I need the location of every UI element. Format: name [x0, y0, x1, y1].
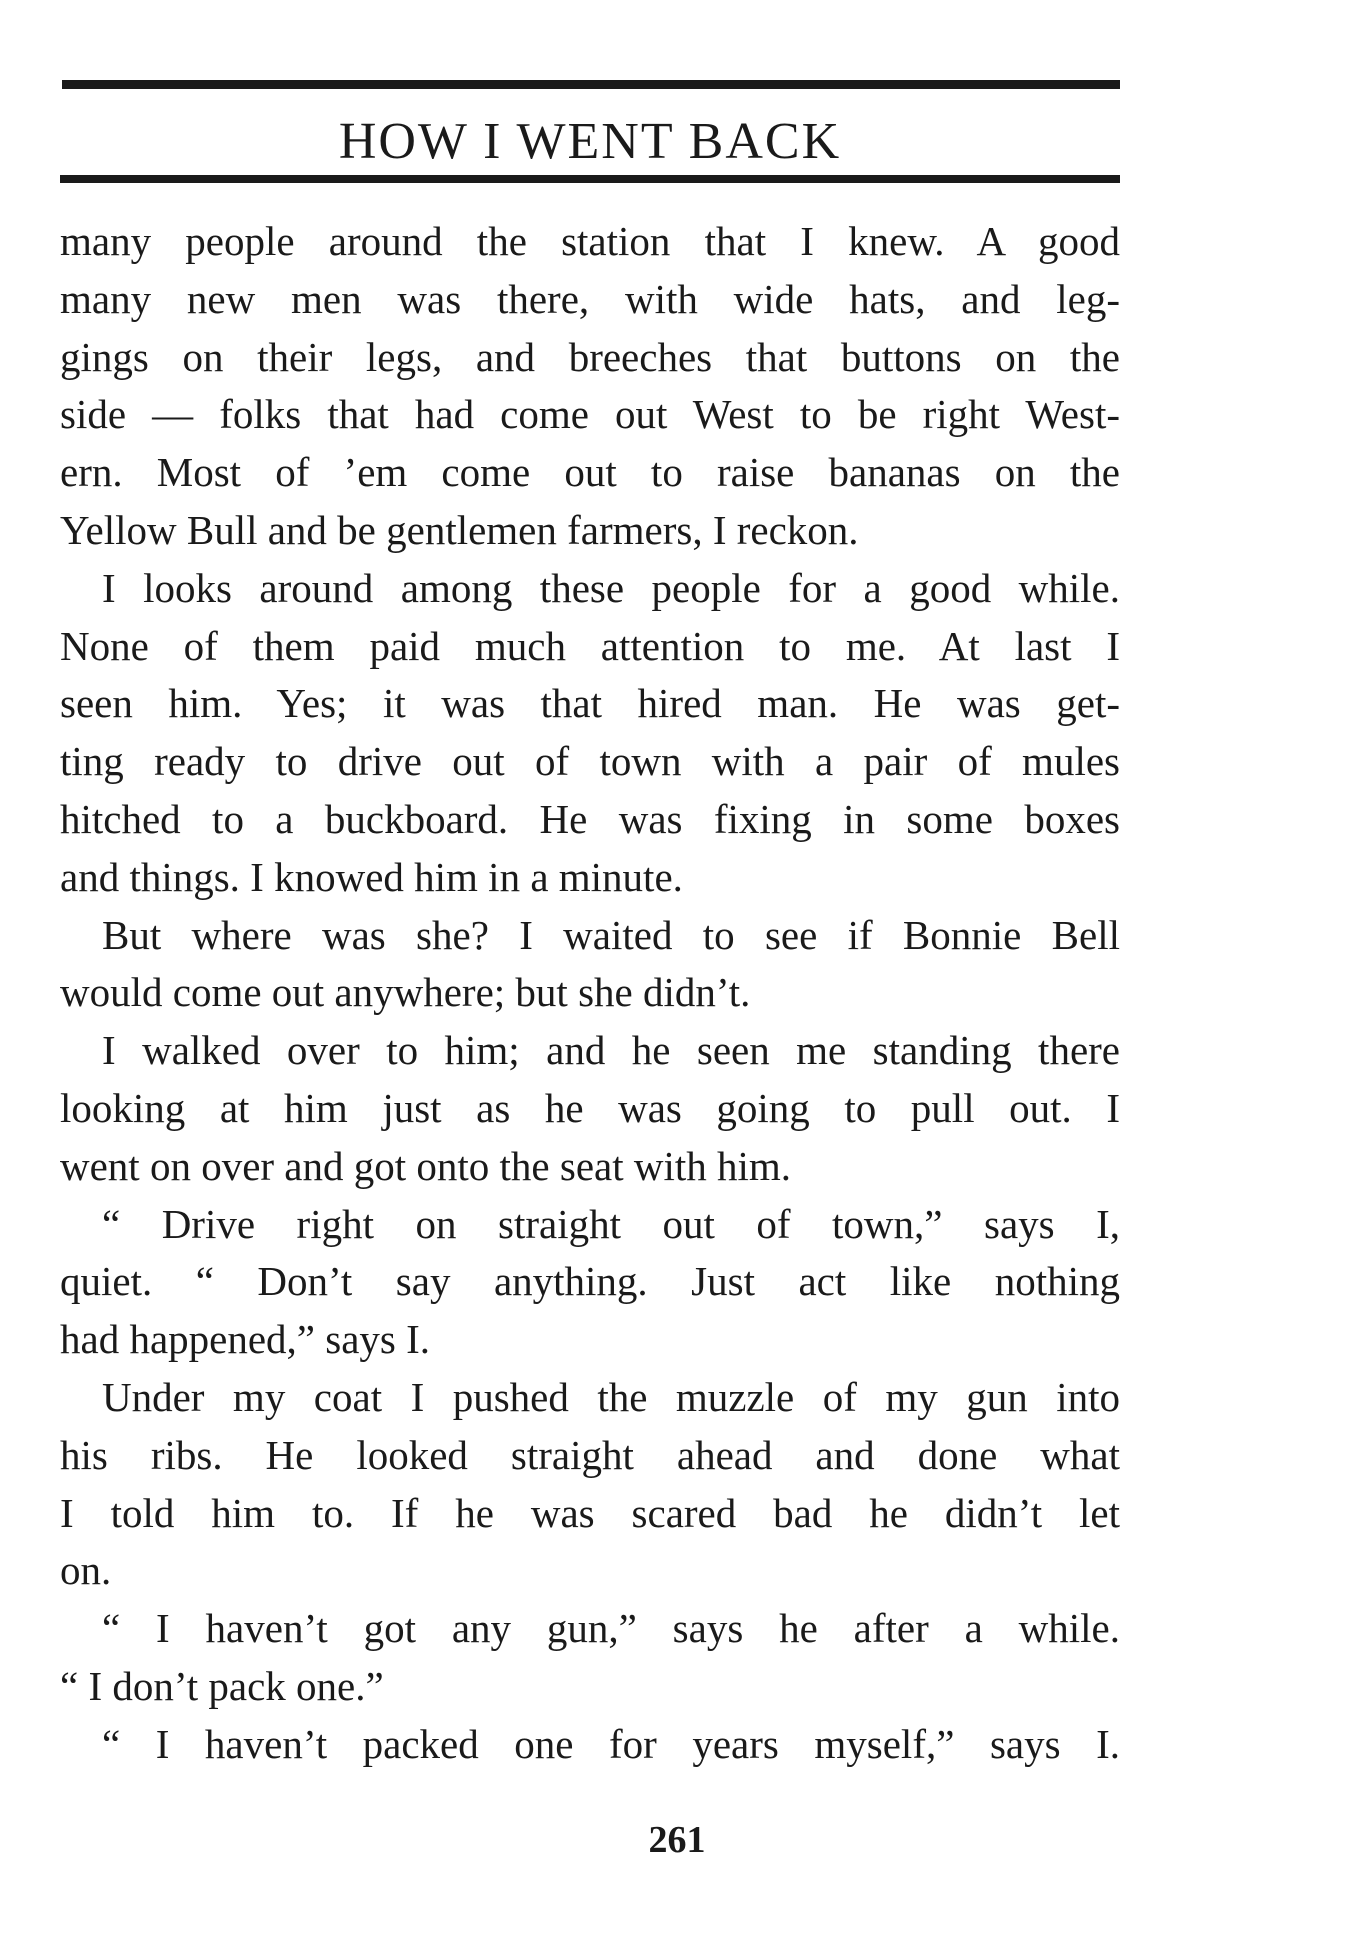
paragraph — [60, 560, 1120, 907]
paragraph — [60, 1600, 1120, 1716]
paragraph — [60, 1716, 1120, 1774]
text-line: many people around the station that I knew. A good — [60, 218, 1120, 264]
header-rule-top — [62, 80, 1120, 89]
text-line: quiet. “ Don’t say anything. Just act like nothing — [60, 1258, 1120, 1305]
text-line: his ribs. He looked straight ahead and done what — [60, 1431, 1120, 1478]
text-line: I walked over to him; and he seen me standing there — [102, 1027, 1120, 1074]
text-line: But where was she? I waited to see if Bonnie Bell — [102, 911, 1120, 958]
body-text — [60, 213, 1120, 1774]
text-line: ting ready to drive out of town with a pair of mules — [60, 738, 1120, 785]
book-page — [60, 80, 1120, 1774]
page-number: 261 — [648, 1819, 706, 1861]
text-line: Yellow Bull and be gentlemen farmers, I reckon. — [60, 506, 859, 553]
paragraph — [60, 213, 1120, 560]
text-line: I told him to. If he was scared bad he didn’t let — [60, 1489, 1120, 1536]
text-line: had happened,” says I. — [60, 1316, 431, 1363]
paragraph — [60, 1022, 1120, 1195]
text-line: and things. I knowed him in a minute. — [60, 853, 683, 900]
text-line: “ Drive right on straight out of town,” says I, — [102, 1200, 1120, 1247]
text-line: I looks around among these people for a good while. — [102, 564, 1120, 611]
text-line: went on over and got onto the seat with him. — [60, 1142, 792, 1189]
text-line: many new men was there, with wide hats, and leg- — [60, 275, 1120, 322]
text-line: would come out anywhere; but she didn’t. — [60, 969, 751, 1016]
text-line: Under my coat I pushed the muzzle of my gun into — [102, 1373, 1120, 1420]
text-line: seen him. Yes; it was that hired man. He was get- — [60, 680, 1120, 727]
paragraph — [60, 1196, 1120, 1369]
text-line: gings on their legs, and breeches that buttons on the — [60, 333, 1120, 380]
text-line: “ I haven’t got any gun,” says he after a while. — [102, 1605, 1120, 1652]
running-title: HOW I WENT BACK — [338, 113, 842, 170]
text-line: side — folks that had come out West to be right West- — [60, 391, 1120, 438]
header-rule-bottom — [60, 175, 1120, 183]
text-line: looking at him just as he was going to pull out. I — [60, 1084, 1120, 1131]
paragraph — [60, 1369, 1120, 1600]
text-line: ern. Most of ’em come out to raise bananas on the — [60, 449, 1120, 496]
text-line: on. — [60, 1547, 112, 1594]
text-line: “ I don’t pack one.” — [60, 1662, 384, 1709]
text-line: “ I haven’t packed one for years myself,” says I. — [102, 1720, 1120, 1767]
text-line: hitched to a buckboard. He was fixing in some boxes — [60, 795, 1120, 842]
text-line: None of them paid much attention to me. At last I — [60, 622, 1120, 669]
paragraph — [60, 907, 1120, 1023]
